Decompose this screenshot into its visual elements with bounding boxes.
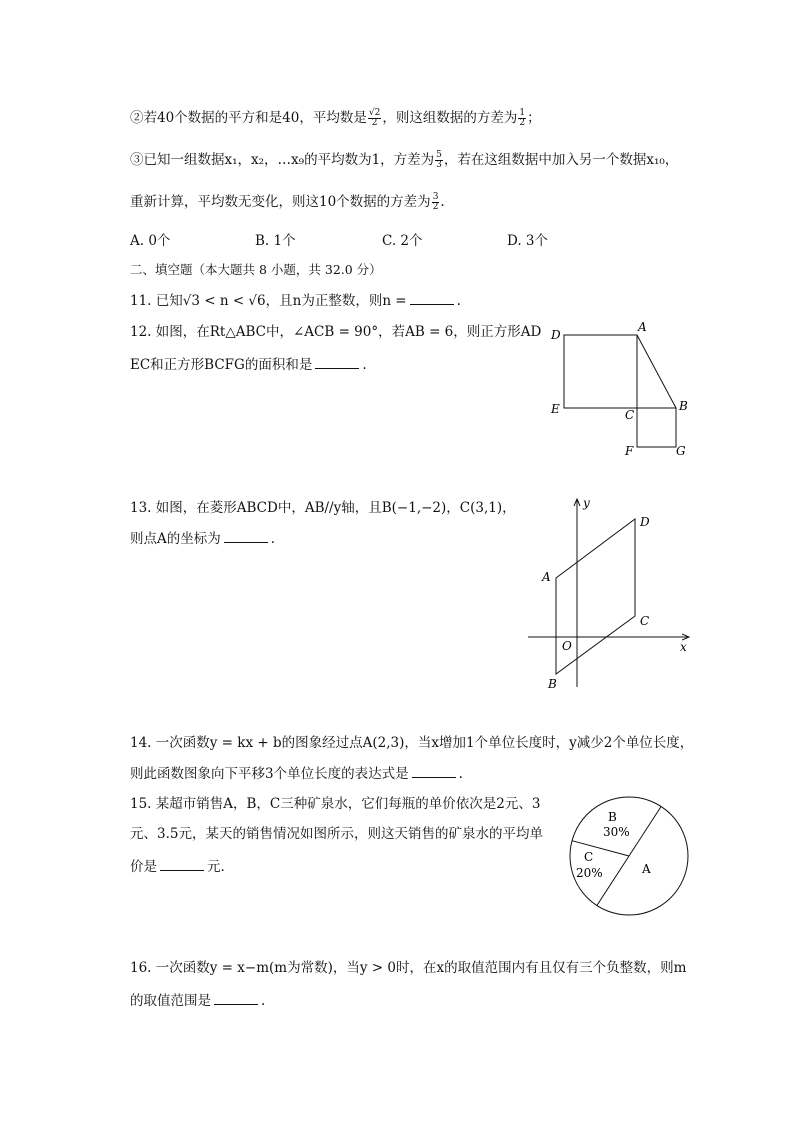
pie-slice-boundary-b — [572, 841, 629, 856]
q10-option-b: B. 1个 — [255, 233, 296, 249]
q16-line2: 的取值范围是 . — [130, 990, 265, 1011]
pie-slice-boundary-c — [597, 856, 629, 906]
fraction: $\frac{1}{2}$ — [519, 108, 526, 128]
label-d: D — [640, 515, 650, 529]
q14-line2: 则此函数图象向下平移3个单位长度的表达式是 . — [130, 763, 463, 784]
q10-option-a: A. 0个 — [130, 233, 171, 249]
pie-pct-b: 30% — [603, 825, 630, 839]
answer-blank — [315, 354, 359, 369]
fraction: $\frac{3}{2}$ — [432, 192, 439, 212]
q13-line2: 则点A的坐标为 . — [130, 528, 275, 549]
answer-blank — [160, 856, 204, 871]
label-f: F — [625, 444, 634, 458]
pie-label-c: C — [584, 850, 594, 864]
pie-label-a: A — [642, 862, 651, 876]
square-adec — [564, 335, 637, 408]
q11: 11. 已知√3 < n < √6，且n为正整数，则n = . — [130, 290, 461, 311]
answer-blank — [224, 528, 268, 543]
pie-slice-boundary-a — [629, 807, 661, 857]
q15-pie-chart — [566, 795, 694, 919]
pie-label-b: B — [608, 810, 617, 824]
q12-figure — [545, 318, 695, 463]
label-o: O — [562, 639, 572, 653]
section-heading: 二、填空题（本大题共 8 小题，共 32.0 分） — [130, 262, 382, 277]
fraction: $\frac{√2}{2}$ — [368, 108, 381, 128]
q15-line2: 元、3.5元，某天的销售情况如图所示，则这天销售的矿泉水的平均单 — [130, 826, 543, 842]
q12-line2: EC和正方形BCFG的面积和是 . — [130, 354, 367, 375]
label-a: A — [638, 320, 647, 334]
q14-line1: 14. 一次函数y = kx + b的图象经过点A(2,3)，当x增加1个单位长度时，y减少2个单位长度， — [130, 735, 694, 751]
pie-pct-c: 20% — [576, 866, 603, 880]
label-b: B — [679, 399, 688, 413]
label-a: A — [542, 570, 551, 584]
label-y: y — [583, 496, 590, 510]
q16-line1: 16. 一次函数y = x−m(m为常数)，当y > 0时，在x的取值范围内有且仅有三个负整数，则m — [130, 960, 687, 976]
q15-line3: 价是 元. — [130, 856, 225, 877]
q13-line1: 13. 如图，在菱形ABCD中，AB//y轴，且B(−1,−2)，C(3,1)， — [130, 500, 516, 516]
q12-line1: 12. 如图，在Rt△ABC中，∠ACB = 90°，若AB = 6，则正方形AD — [130, 324, 542, 340]
label-c: C — [625, 408, 635, 422]
q13-figure — [522, 494, 697, 694]
label-x: x — [680, 640, 687, 654]
q10-statement-2: ②若40个数据的平方和是40，平均数是 $\frac{√2}{2}$ ，则这组数据的方差为 $\frac{1}{2}$ ； — [130, 108, 541, 128]
segment-ab — [637, 335, 676, 408]
q10-statement-3-cont: 重新计算，平均数无变化，则这10个数据的方差为 $\frac{3}{2}$ . — [130, 192, 445, 212]
label-g: G — [676, 444, 686, 458]
answer-blank — [214, 990, 258, 1005]
q10-option-d: D. 3个 — [507, 233, 549, 249]
label-c: C — [640, 614, 650, 628]
label-b: B — [548, 677, 557, 691]
q10-statement-3: ③已知一组数据x₁，x₂，…x₉的平均数为1，方差为 $\frac{5}{3}$ ，若在这组数据中加入另一个数据x₁₀， — [130, 150, 679, 170]
q15-line1: 15. 某超市销售A，B，C三种矿泉水，它们每瓶的单价依次是2元、3 — [130, 796, 541, 812]
answer-blank — [412, 763, 456, 778]
label-d: D — [551, 328, 561, 342]
q10-option-c: C. 2个 — [382, 233, 423, 249]
label-e: E — [551, 402, 560, 416]
fraction: $\frac{5}{3}$ — [436, 150, 442, 170]
square-bcfg — [637, 408, 676, 447]
answer-blank — [410, 290, 454, 305]
